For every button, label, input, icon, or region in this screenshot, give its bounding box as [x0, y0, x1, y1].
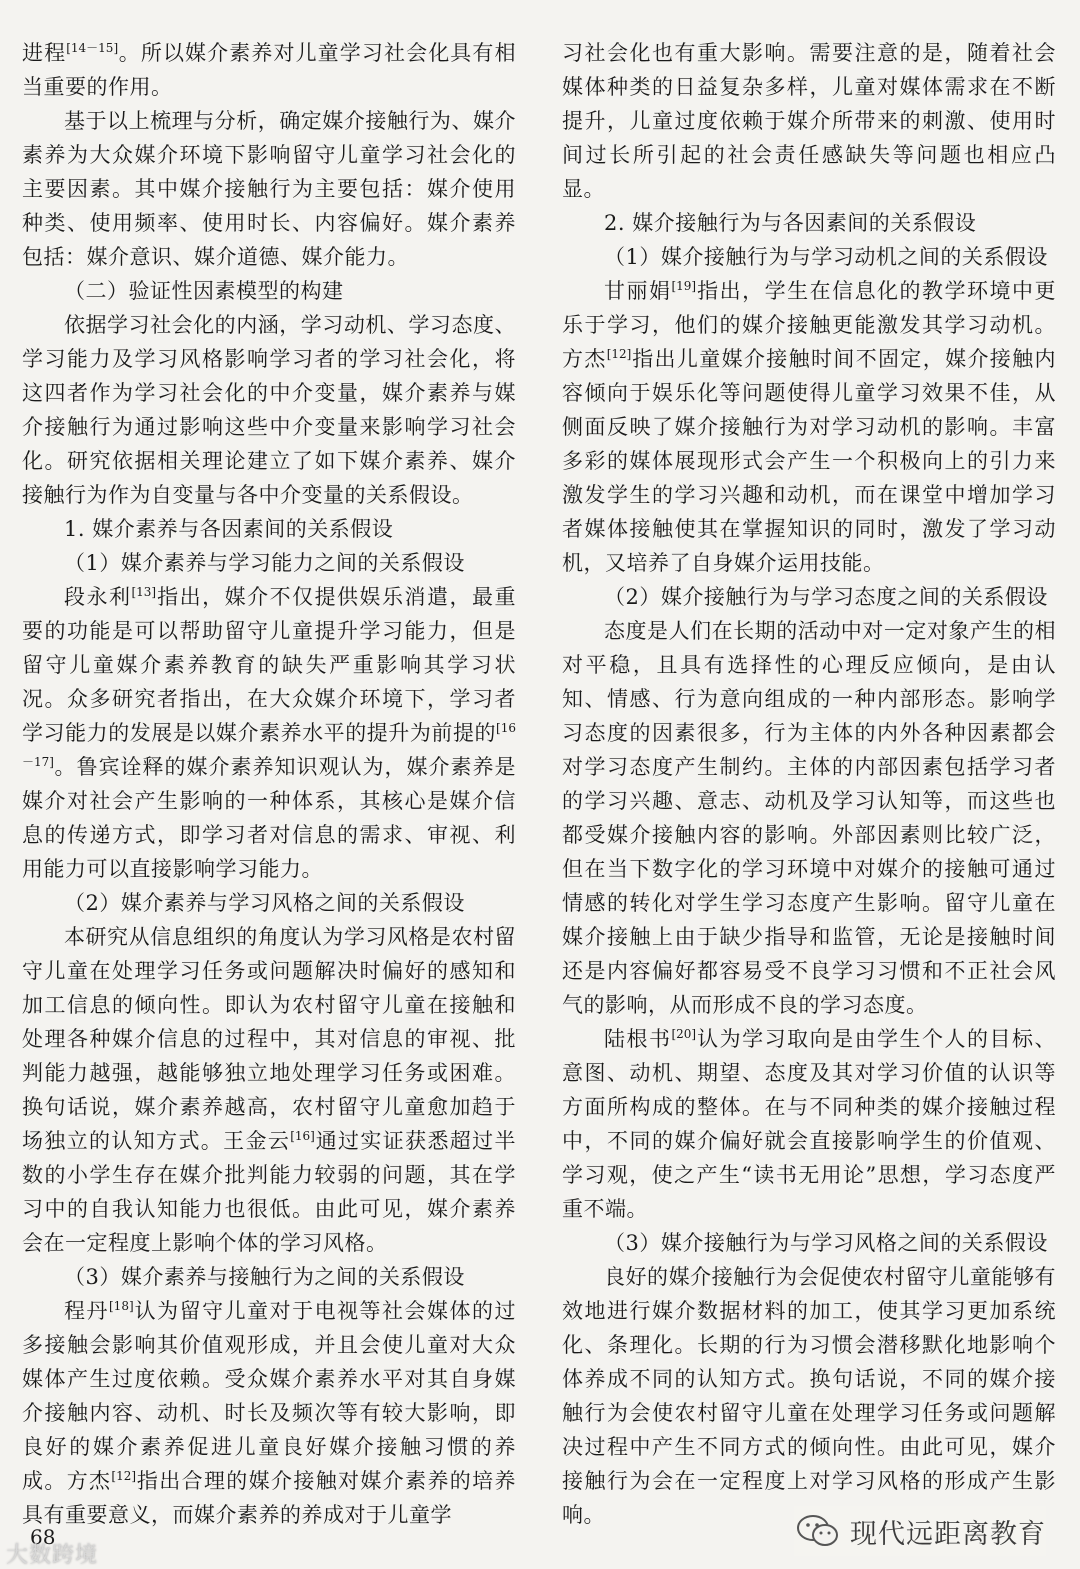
paragraph-text: 通过实证获悉超过半数的小学生存在媒介批判能力较弱的问题，其在学习中的自我认知能力也很低。由此可见，媒介素养会在一定程度上影响个体的学习风格。 — [22, 1129, 517, 1255]
paragraph — [22, 104, 516, 274]
citation-ref: [18] — [109, 1299, 134, 1313]
paragraph-text: 1. 媒介素养与各因素间的关系假设 — [64, 517, 394, 541]
paragraph — [22, 308, 516, 512]
paragraph-text: 指出，媒介不仅提供娱乐消遣，最重要的功能是可以帮助留守儿童提升学习能力，但是留守儿童媒介素养教育的缺失严重影响其学习状况。众多研究者指出，在大众媒介环境下，学习者学习能力的发展是以媒介素养水平的提升为前提的 — [22, 585, 517, 745]
paragraph — [562, 1260, 1056, 1532]
section-heading — [22, 512, 516, 546]
section-heading — [22, 274, 516, 308]
citation-ref: [12] — [111, 1469, 137, 1483]
section-heading — [22, 546, 516, 580]
paragraph-text: 指出，学生在信息化的教学环境中更乐于学习，他们的媒介接触更能激发其学习动机。方杰 — [562, 279, 1057, 371]
right-column — [562, 36, 1056, 1532]
section-heading — [562, 206, 1056, 240]
paragraph — [562, 274, 1056, 580]
watermark-left: 大数跨境 — [6, 1543, 99, 1568]
paragraph-text: 认为留守儿童对于电视等社会媒体的过多接触会影响其价值观形成，并且会使儿童对大众媒体产生过度依赖。受众媒介素养水平对其自身媒介接触内容、动机、时长及频次等有较大影响，即良好的媒介素养促进儿童良好媒介接触习惯的养成。方杰 — [22, 1299, 517, 1493]
paragraph-text: 认为学习取向是由学生个人的目标、意图、动机、期望、态度及其对学习价值的认识等方面所构成的整体。在与不同种类的媒介接触过程中，不同的媒介偏好就会直接影响学生的价值观、学习观，使之产生“读书无用论”思想，学习态度严重不端。 — [562, 1027, 1057, 1221]
paragraph — [562, 614, 1056, 1022]
section-heading — [22, 1260, 516, 1294]
paragraph-text: （2）媒介素养与学习风格之间的关系假设 — [64, 891, 465, 915]
paragraph-text: 进程 — [22, 41, 67, 65]
paragraph — [562, 36, 1056, 206]
paragraph-text: （2）媒介接触行为与学习态度之间的关系假设 — [604, 585, 1048, 609]
citation-ref: [20] — [671, 1027, 697, 1041]
paragraph-text: （3）媒介素养与接触行为之间的关系假设 — [64, 1265, 465, 1289]
paragraph-text: （1）媒介接触行为与学习动机之间的关系假设 — [604, 245, 1048, 269]
citation-ref: [13] — [131, 585, 157, 599]
page-number: 68 — [30, 1525, 56, 1549]
paragraph-text: 。鲁宾诠释的媒介素养知识观认为，媒介素养是媒介对社会产生影响的一种体系，其核心是媒介信息的传递方式，即学习者对信息的需求、审视、利用能力可以直接影响学习能力。 — [22, 755, 516, 881]
paragraph-text: 指出合理的媒介接触对媒介素养的培养具有重要意义，而媒介素养的养成对于儿童学 — [22, 1469, 517, 1527]
paragraph-text: 依据学习社会化的内涵，学习动机、学习态度、学习能力及学习风格影响学习者的学习社会化，将这四者作为学习社会化的中介变量，媒介素养与媒介接触行为通过影响这些中介变量来影响学习社会化。研究依据相关理论建立了如下媒介素养、媒介接触行为作为自变量与各中介变量的关系假设。 — [22, 313, 516, 507]
section-heading — [562, 1226, 1056, 1260]
paragraph-text: 本研究从信息组织的角度认为学习风格是农村留守儿童在处理学习任务或问题解决时偏好的感知和加工信息的倾向性。即认为农村留守儿童在接触和处理各种媒介信息的过程中，其对信息的审视、批判能力越强，越能够独立地处理学习任务或困难。换句话说，媒介素养越高，农村留守儿童愈加趋于场独立的认知方式。王金云 — [22, 925, 516, 1153]
paragraph — [562, 1022, 1056, 1226]
citation-ref: [16－17] — [22, 721, 516, 769]
paragraph-text: 陆根书 — [604, 1027, 672, 1051]
section-heading — [562, 580, 1056, 614]
paragraph-text: 程丹 — [64, 1299, 109, 1323]
paragraph-text: 态度是人们在长期的活动中对一定对象产生的相对平稳，且具有选择性的心理反应倾向，是由认知、情感、行为意向组成的一种内部形态。影响学习态度的因素很多，行为主体的内外各种因素都会对学习态度产生制约。主体的内部因素包括学习者的学习兴趣、意志、动机及学习认知等，而这些也都受媒介接触内容的影响。外部因素则比较广泛，但在当下数字化的学习环境中对媒介的接触可通过情感的转化对学生学习态度产生影响。留守儿童在媒介接触上由于缺少指导和监管，无论是接触时间还是内容偏好都容易受不良学习习惯和不正社会风气的影响，从而形成不良的学习态度。 — [562, 619, 1056, 1017]
citation-ref: [19] — [671, 279, 697, 293]
paragraph-text: 2. 媒介接触行为与各因素间的关系假设 — [604, 211, 977, 235]
paragraph — [22, 920, 516, 1260]
section-heading — [562, 240, 1056, 274]
citation-ref: [16] — [290, 1129, 315, 1143]
citation-ref: [12] — [606, 347, 632, 361]
paragraph — [22, 580, 516, 886]
left-column — [22, 36, 516, 1532]
watermark-account-name: 现代远距离教育 — [850, 1518, 1046, 1550]
paragraph-text: 基于以上梳理与分析，确定媒介接触行为、媒介素养为大众媒介环境下影响留守儿童学习社会化的主要因素。其中媒介接触行为主要包括：媒介使用种类、使用频率、使用时长、内容偏好。媒介素养包括：媒介意识、媒介道德、媒介能力。 — [22, 109, 516, 269]
section-heading — [22, 886, 516, 920]
paragraph-text: 段永利 — [64, 585, 132, 609]
paragraph-text: （二）验证性因素模型的构建 — [64, 279, 344, 303]
paragraph-text: （3）媒介接触行为与学习风格之间的关系假设 — [604, 1231, 1048, 1255]
paragraph — [22, 1294, 516, 1532]
paragraph — [22, 36, 516, 104]
paragraph-text: 。所以媒介素养对儿童学习社会化具有相当重要的作用。 — [22, 41, 517, 99]
paragraph-text: 指出儿童媒介接触时间不固定，媒介接触内容倾向于娱乐化等问题使得儿童学习效果不佳，从侧面反映了媒介接触行为对学习动机的影响。丰富多彩的媒体展现形式会产生一个积极向上的引力来激发学生的学习兴趣和动机，而在课堂中增加学习者媒体接触使其在掌握知识的同时，激发了学习动机，又培养了自身媒介运用技能。 — [562, 347, 1057, 575]
watermark-right[interactable] — [794, 1506, 1046, 1556]
wechat-icon — [794, 1511, 842, 1551]
paragraph-text: （1）媒介素养与学习能力之间的关系假设 — [64, 551, 465, 575]
paragraph-text: 甘丽娟 — [604, 279, 672, 303]
paragraph-text: 习社会化也有重大影响。需要注意的是，随着社会媒体种类的日益复杂多样，儿童对媒体需求在不断提升，儿童过度依赖于媒介所带来的刺激、使用时间过长所引起的社会责任感缺失等问题也相应凸显。 — [562, 41, 1056, 201]
paragraph-text: 良好的媒介接触行为会促使农村留守儿童能够有效地进行媒介数据材料的加工，使其学习更加系统化、条理化。长期的行为习惯会潜移默化地影响个体养成不同的认知方式。换句话说，不同的媒介接触行为会使农村留守儿童在处理学习任务或问题解决过程中产生不同方式的倾向性。由此可见，媒介接触行为会在一定程度上对学习风格的形成产生影响。 — [562, 1265, 1056, 1527]
citation-ref: [14－15] — [66, 41, 119, 55]
